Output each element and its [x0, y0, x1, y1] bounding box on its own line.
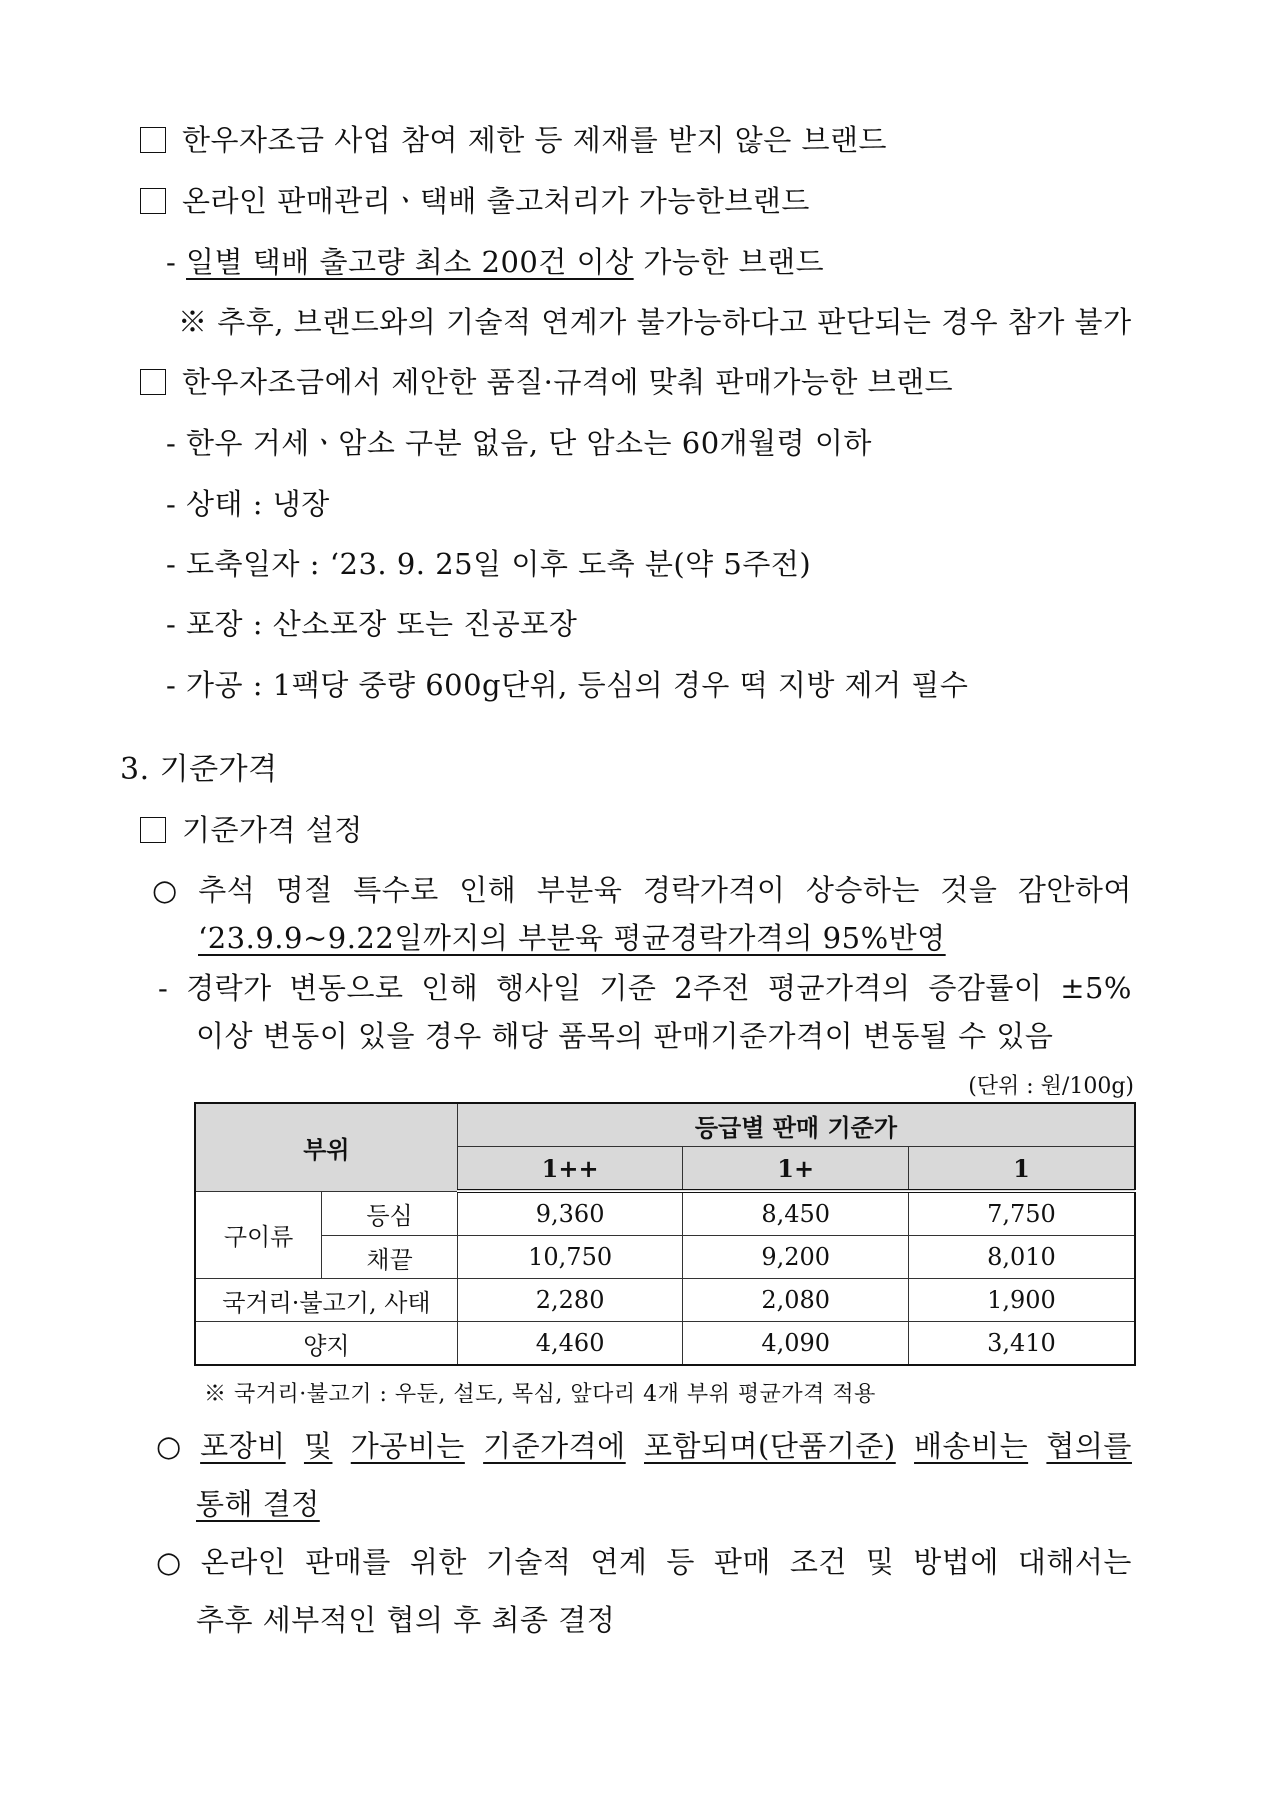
- item-text: 한우자조금에서 제안한 품질·규격에 맞춰 판매가능한 브랜드: [182, 365, 954, 399]
- paragraph-online-sales: [156, 1542, 1132, 1582]
- word: 기준가격에: [483, 1429, 626, 1463]
- table-row: [195, 1279, 1135, 1322]
- word: 가공비는: [350, 1429, 465, 1463]
- circle-bullet: ○: [152, 873, 178, 907]
- spec-packaging: [166, 604, 577, 644]
- paragraph-packaging-cost: [156, 1426, 1132, 1466]
- price-cell: 8,450: [683, 1191, 909, 1236]
- item-text: 추후 세부적인 협의 후 최종 결정: [196, 1603, 616, 1637]
- item-text: 이상 변동이 있을 경우 해당 품목의 판매기준가격이 변동될 수 있음: [196, 1019, 1054, 1053]
- word: 판매를: [305, 1545, 391, 1579]
- word: 경락가: [186, 971, 272, 1005]
- price-cell: 4,090: [683, 1322, 909, 1366]
- checkbox-item-brand-restriction: [140, 120, 887, 160]
- row-label: 채끝: [322, 1236, 458, 1279]
- checkbox-icon: [140, 369, 166, 395]
- note-text: ※ 추후, 브랜드와의 기술적 연계가 불가능하다고 판단되는 경우 참가 불가: [178, 305, 1132, 339]
- word: 부분육: [536, 873, 623, 907]
- word: 것을: [940, 873, 998, 907]
- row-label: 등심: [322, 1191, 458, 1236]
- word: 기준: [599, 971, 657, 1005]
- header-part: 부위: [195, 1103, 457, 1191]
- word: 연계: [590, 1545, 648, 1579]
- price-cell: 4,460: [457, 1322, 683, 1366]
- item-text: - 상태 : 냉장: [166, 487, 330, 521]
- checkbox-icon: [140, 817, 166, 843]
- word: ±5%: [1060, 971, 1132, 1005]
- sub-item-daily-shipping: [166, 242, 824, 282]
- spec-slaughter-date: [166, 544, 811, 584]
- header-grade: 1+: [683, 1147, 909, 1192]
- word: 방법에: [913, 1545, 999, 1579]
- checkbox-item-online-sales: [140, 181, 810, 221]
- word: 포장비: [200, 1429, 286, 1463]
- underlined-text: 일별 택배 출고량 최소 200건 이상: [186, 245, 634, 279]
- dash: -: [166, 245, 187, 279]
- word: 상승하는: [805, 873, 920, 907]
- header-grade-group: 등급별 판매 기준가: [457, 1103, 1135, 1147]
- unit-label: (단위 : 원/100g): [968, 1074, 1134, 1099]
- word: 판매: [713, 1545, 771, 1579]
- spec-cattle-type: [166, 423, 872, 463]
- word: 배송비는: [914, 1429, 1029, 1463]
- note-tech-integration: [178, 302, 1132, 342]
- paragraph-price-change-line2: [196, 1016, 1053, 1056]
- word: 인해: [459, 873, 517, 907]
- paragraph-first-line: [152, 870, 1132, 910]
- price-cell: 9,200: [683, 1236, 909, 1279]
- item-text: - 한우 거세ㆍ암소 구분 없음, 단 암소는 60개월령 이하: [166, 426, 872, 460]
- header-grade: 1: [908, 1147, 1135, 1192]
- price-cell: 9,360: [457, 1191, 683, 1236]
- item-text: 한우자조금 사업 참여 제한 등 제재를 받지 않은 브랜드: [182, 123, 888, 157]
- word: 및: [303, 1429, 333, 1463]
- word: 등: [666, 1545, 695, 1579]
- word: 및: [865, 1545, 895, 1579]
- item-text: - 도축일자 : ‘23. 9. 25일 이후 도축 분(약 5주전): [166, 547, 812, 581]
- price-cell: 3,410: [908, 1322, 1135, 1366]
- checkbox-icon: [140, 188, 166, 214]
- paragraph-first-line: [158, 968, 1132, 1008]
- word: 행사일: [496, 971, 582, 1005]
- word: 경락가격이: [642, 873, 786, 907]
- paragraph-first-line: [156, 1542, 1132, 1582]
- row-label: 양지: [195, 1322, 457, 1366]
- item-text: 기준가격 설정: [182, 813, 363, 847]
- paragraph-first-line: [156, 1426, 1132, 1466]
- price-cell: 2,280: [457, 1279, 683, 1322]
- paragraph-online-sales-line2: [196, 1600, 615, 1640]
- dash: -: [158, 971, 169, 1005]
- word: 증감률이: [928, 971, 1043, 1005]
- price-cell: 10,750: [457, 1236, 683, 1279]
- item-text: - 가공 : 1팩당 중량 600g단위, 등심의 경우 떡 지방 제거 필수: [166, 668, 969, 702]
- word: 포함되며(단품기준): [644, 1429, 896, 1463]
- spec-processing: [166, 665, 968, 705]
- word: 추석: [198, 873, 256, 907]
- word: 특수로: [353, 873, 439, 907]
- paragraph-chuseok-line2: [198, 918, 946, 958]
- word: 온라인: [200, 1545, 287, 1579]
- row-group-label: 구이류: [195, 1191, 322, 1279]
- spec-state: [166, 484, 330, 524]
- table-header-row: [195, 1103, 1135, 1147]
- table-row: [195, 1236, 1135, 1279]
- word: 위한: [409, 1545, 467, 1579]
- word: 대해서는: [1017, 1545, 1132, 1579]
- word: 인해: [421, 971, 479, 1005]
- word: 평균가격의: [767, 971, 911, 1005]
- paragraph-price-change: [158, 968, 1132, 1008]
- row-label: 국거리·불고기, 사태: [195, 1279, 457, 1322]
- header-grade: 1++: [457, 1147, 683, 1192]
- word: 2주전: [674, 971, 751, 1005]
- word: 감안하여: [1017, 873, 1132, 907]
- word: 변동으로: [289, 971, 404, 1005]
- item-text: - 포장 : 산소포장 또는 진공포장: [166, 607, 578, 641]
- checkbox-item-base-price: [140, 810, 363, 850]
- circle-bullet: ○: [156, 1429, 182, 1463]
- paragraph-chuseok: [152, 870, 1132, 910]
- underlined-text: ‘23.9.9~9.22일까지의 부분육 평균경락가격의 95%반영: [198, 921, 946, 955]
- price-cell: 1,900: [908, 1279, 1135, 1322]
- word: 기술적: [485, 1545, 572, 1579]
- table-row: [195, 1322, 1135, 1366]
- price-table: [194, 1102, 1136, 1366]
- table-footnote: ※ 국거리·불고기 : 우둔, 설도, 목심, 앞다리 4개 부위 평균가격 적용: [204, 1382, 876, 1407]
- word: 조건: [789, 1545, 847, 1579]
- table-row: [195, 1191, 1135, 1236]
- checkbox-icon: [140, 127, 166, 153]
- circle-bullet: ○: [156, 1545, 182, 1579]
- item-text: 온라인 판매관리ㆍ택배 출고처리가 가능한브랜드: [182, 184, 810, 218]
- item-text: 가능한 브랜드: [633, 245, 825, 279]
- underlined-text: 통해 결정: [196, 1487, 320, 1521]
- paragraph-packaging-cost-line2: [196, 1484, 320, 1524]
- section-title: 3. 기준가격: [120, 752, 278, 787]
- word: 명절: [275, 873, 333, 907]
- price-cell: 7,750: [908, 1191, 1135, 1236]
- checkbox-item-quality-spec: [140, 362, 953, 402]
- price-cell: 8,010: [908, 1236, 1135, 1279]
- price-cell: 2,080: [683, 1279, 909, 1322]
- word: 협의를: [1046, 1429, 1132, 1463]
